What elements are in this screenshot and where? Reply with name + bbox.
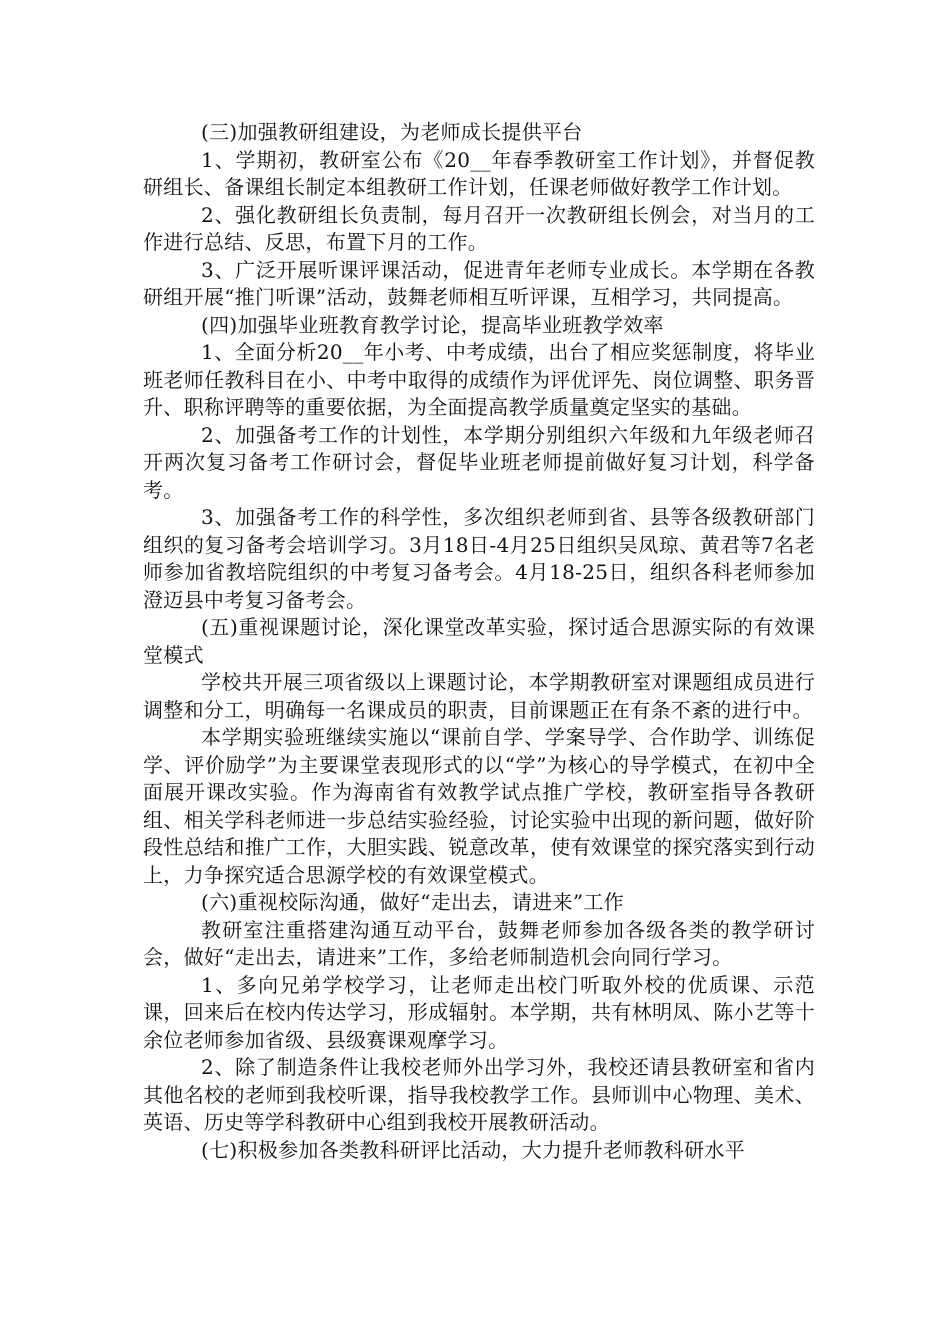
section-heading-6: (六)重视校际沟通，做好“走出去，请进来”工作	[201, 890, 624, 914]
paragraph: 3、广泛开展听课评课活动，促进青年老师专业成长。本学期在各教研组开展“推门听课”活动，鼓舞老师相互听评课，互相学习，共同提高。	[143, 257, 815, 309]
paragraph: 2、强化教研组长负责制，每月召开一次教研组长例会，对当月的工作进行总结、反思，布置下月的工作。	[143, 202, 815, 254]
paragraph: 1、多向兄弟学校学习，让老师走出校门听取外校的优质课、示范课，回来后在校内传达学习，形成辐射。本学期，共有林明凤、陈小艺等十余位老师参加省级、县级赛课观摩学习。	[143, 972, 815, 1052]
paragraph: 3、加强备考工作的科学性，多次组织老师到省、县等各级教研部门组织的复习备考会培训学习。3月18日-4月25日组织吴凤琼、黄君等7名老师参加省教培院组织的中考复习备考会。4月18-25日，组织各科老师参加澄迈县中考复习备考会。	[143, 505, 815, 612]
section-heading-7: (七)积极参加各类教科研评比活动，大力提升老师教科研水平	[201, 1137, 746, 1162]
paragraph: 2、加强备考工作的计划性，本学期分别组织六年级和九年级老师召开两次复习备考工作研讨会，督促毕业班老师提前做好复习计划，科学备考。	[143, 422, 815, 502]
paragraph: 教研室注重搭建沟通互动平台，鼓舞老师参加各级各类的教学研讨会，做好“走出去，请进来”工作，多给老师制造机会向同行学习。	[143, 917, 815, 969]
paragraph: 1、全面分析20__年小考、中考成绩，出台了相应奖惩制度，将毕业班老师任教科目在小、中考中取得的成绩作为评优评先、岗位调整、职务晋升、职称评聘等的重要依据，为全面提高教学质量奠定坚实的基础。	[143, 340, 815, 419]
paragraph: 本学期实验班继续实施以“课前自学、学案导学、合作助学、训练促学、评价励学”为主要课堂表现形式的以“学”为核心的导学模式，在初中全面展开课改实验。作为海南省有效教学试点推广学校，教研室指导各教研组、相关学科老师进一步总结实验经验，讨论实验中出现的新问题，做好阶段性总结和推广工作，大胆实践、锐意改革，使有效课堂的探究落实到行动上，力争探究适合思源学校的有效课堂模式。	[143, 725, 815, 887]
document-body	[143, 119, 815, 1164]
paragraph: 学校共开展三项省级以上课题讨论，本学期教研室对课题组成员进行调整和分工，明确每一名课成员的职责，目前课题正在有条不紊的进行中。	[143, 670, 815, 722]
section-heading-4: (四)加强毕业班教育教学讨论，提高毕业班教学效率	[201, 312, 664, 337]
section-heading-5: (五)重视课题讨论，深化课堂改革实验，探讨适合思源实际的有效课堂模式	[143, 615, 815, 667]
paragraph: 2、除了制造条件让我校老师外出学习外，我校还请县教研室和省内其他名校的老师到我校听课，指导我校教学工作。县师训中心物理、美术、英语、历史等学科教研中心组到我校开展教研活动。	[143, 1055, 815, 1134]
section-heading-3: (三)加强教研组建设，为老师成长提供平台	[201, 120, 583, 144]
paragraph: 1、学期初，教研室公布《20__年春季教研室工作计划》，并督促教研组长、备课组长制定本组教研工作计划，任课老师做好教学工作计划。	[143, 147, 815, 199]
